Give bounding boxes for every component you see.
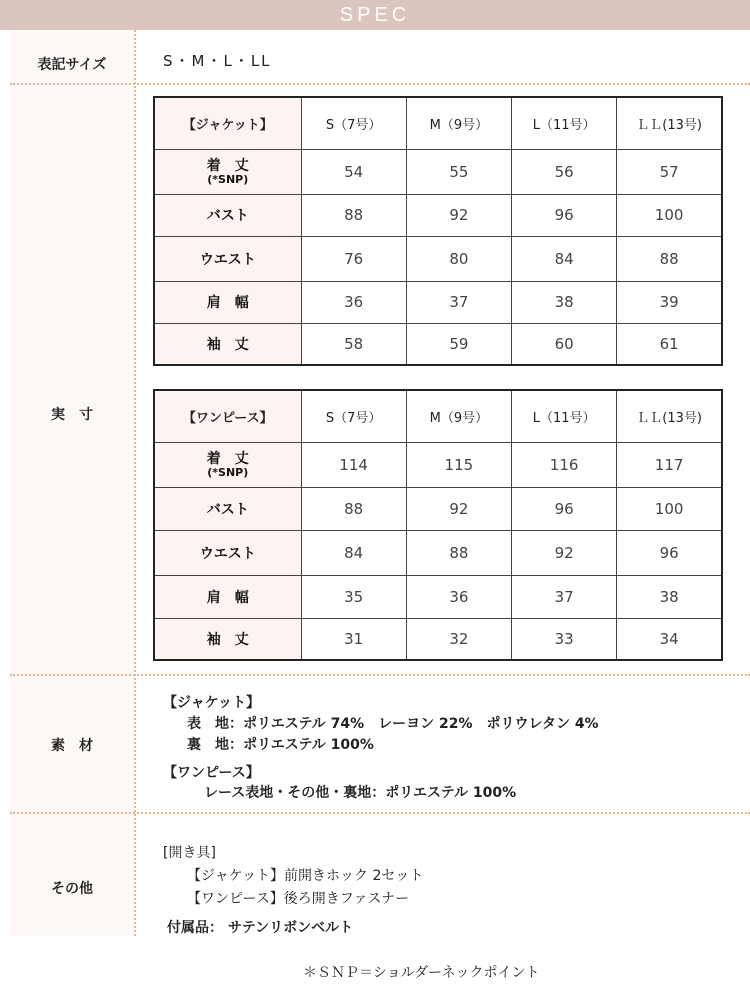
table-cell: 84 [512, 236, 617, 281]
table-cell: 33 [512, 618, 617, 660]
table-cell: 59 [406, 323, 511, 365]
table-cell: 76 [301, 236, 406, 281]
material-label: 素 材 [51, 738, 93, 754]
table-cell: 96 [512, 487, 617, 530]
size-values: S・M・L・LL [163, 52, 272, 70]
table-cell: 117 [617, 442, 722, 487]
dress-table-title: 【ワンピース】 [154, 390, 301, 442]
jacket-closure: 【ジャケット】前開きホック 2セット [187, 868, 424, 884]
divider-size [10, 83, 750, 85]
table-cell: 80 [406, 236, 511, 281]
table-cell: 34 [617, 618, 722, 660]
table-cell: 96 [617, 530, 722, 575]
dress-closure: 【ワンピース】後ろ開きファスナー [187, 891, 410, 907]
table-row [154, 487, 722, 530]
table-row [154, 281, 722, 323]
column-header: ＬＬ(13号) [617, 97, 722, 149]
table-cell: 116 [512, 442, 617, 487]
accessories: 付属品： サテンリボンベルト [167, 920, 354, 936]
divider-material [10, 812, 750, 814]
table-row [154, 149, 722, 194]
row-label-sub: (*SNP) [207, 465, 249, 479]
table-cell: 115 [406, 442, 511, 487]
table-cell: 37 [406, 281, 511, 323]
table-cell: 88 [617, 236, 722, 281]
table-cell: 57 [617, 149, 722, 194]
row-label-sub: (*SNP) [207, 172, 249, 186]
table-cell: 92 [406, 487, 511, 530]
table-cell: 60 [512, 323, 617, 365]
table-cell: 88 [301, 487, 406, 530]
table-cell: 100 [617, 487, 722, 530]
jacket-table-title: 【ジャケット】 [154, 97, 301, 149]
table-cell: 61 [617, 323, 722, 365]
column-header: L（11号） [512, 390, 617, 442]
row-label: 肩 幅 [154, 281, 301, 323]
table-cell: 114 [301, 442, 406, 487]
table-header-row [154, 390, 722, 442]
table-cell: 39 [617, 281, 722, 323]
row-label: 袖 丈 [154, 618, 301, 660]
material-jacket-outer: 表 地：ポリエステル 74% レーヨン 22% ポリウレタン 4% [187, 716, 599, 732]
table-cell: 56 [512, 149, 617, 194]
table-cell: 58 [301, 323, 406, 365]
table-cell: 36 [406, 575, 511, 618]
table-cell: 38 [512, 281, 617, 323]
material-jacket-title: 【ジャケット】 [163, 695, 261, 711]
row-label: ウエスト [154, 530, 301, 575]
table-cell: 88 [406, 530, 511, 575]
table-header-row [154, 97, 722, 149]
column-header: S（7号） [301, 97, 406, 149]
row-label: 肩 幅 [154, 575, 301, 618]
column-header: L（11号） [512, 97, 617, 149]
closure-title: [開き具] [163, 845, 216, 861]
label-column [10, 30, 134, 936]
row-label: 袖 丈 [154, 323, 301, 365]
table-cell: 96 [512, 194, 617, 236]
row-label [154, 442, 301, 487]
table-row [154, 442, 722, 487]
table-cell: 100 [617, 194, 722, 236]
table-row [154, 530, 722, 575]
table-cell: 38 [617, 575, 722, 618]
row-label-text: 着 丈 [206, 450, 249, 467]
table-cell: 92 [512, 530, 617, 575]
dress-size-table [153, 389, 723, 661]
row-label: バスト [154, 487, 301, 530]
vertical-divider [134, 30, 136, 936]
table-row [154, 575, 722, 618]
column-header: M（9号） [406, 97, 511, 149]
column-header: S（7号） [301, 390, 406, 442]
material-dress-line: レース表地・その他・裏地：ポリエステル 100% [204, 785, 517, 801]
table-row [154, 323, 722, 365]
divider-measure [10, 674, 750, 676]
table-cell: 37 [512, 575, 617, 618]
table-row [154, 618, 722, 660]
row-label: バスト [154, 194, 301, 236]
table-cell: 32 [406, 618, 511, 660]
table-row [154, 236, 722, 281]
table-cell: 31 [301, 618, 406, 660]
snp-footnote: ＊ＳＮＰ＝ショルダーネックポイント [303, 965, 540, 981]
table-cell: 92 [406, 194, 511, 236]
table-cell: 35 [301, 575, 406, 618]
measure-label: 実 寸 [51, 407, 93, 423]
table-cell: 84 [301, 530, 406, 575]
table-cell: 36 [301, 281, 406, 323]
column-header: ＬＬ(13号) [617, 390, 722, 442]
material-dress-title: 【ワンピース】 [163, 765, 260, 781]
table-row [154, 194, 722, 236]
table-cell: 54 [301, 149, 406, 194]
column-header: M（9号） [406, 390, 511, 442]
size-label: 表記サイズ [37, 57, 107, 73]
spec-header: SPEC [0, 0, 750, 30]
row-label: ウエスト [154, 236, 301, 281]
table-cell: 88 [301, 194, 406, 236]
material-jacket-lining: 裏 地：ポリエステル 100% [187, 737, 374, 753]
row-label-text: 着 丈 [206, 157, 249, 174]
table-cell: 55 [406, 149, 511, 194]
jacket-size-table [153, 96, 723, 366]
row-label [154, 149, 301, 194]
other-label: その他 [51, 881, 93, 897]
